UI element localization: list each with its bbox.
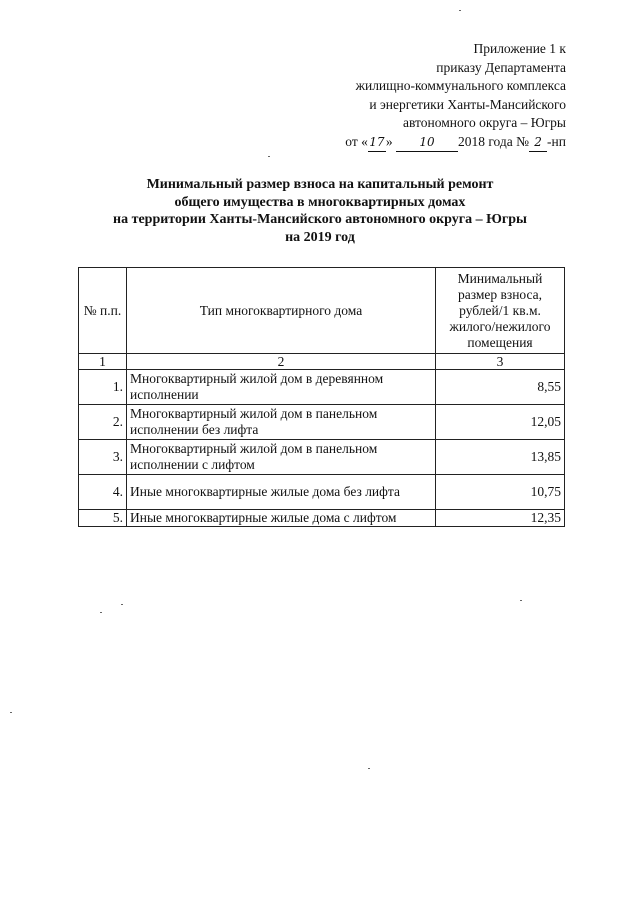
document-title [60,176,580,246]
appendix-line: и энергетики Ханты-Мансийского [369,96,566,112]
title-line: на 2019 год [285,229,355,245]
scan-speck [10,712,12,713]
scan-speck [121,604,123,605]
header-min-contribution: Минимальный размер взноса, рублей/1 кв.м. жилого/нежилого помещения [436,268,565,354]
table-row [79,370,565,405]
index-cell: 3 [436,354,565,370]
contribution-table [78,267,565,527]
row-number: 5. [79,510,127,527]
date-prefix: от « [345,133,368,149]
appendix-line: жилищно-коммунального комплекса [355,78,566,93]
index-cell: 1 [79,354,127,370]
row-house-type: Иные многоквартирные жилые дома без лифта [127,475,436,510]
scan-speck [520,600,522,601]
row-house-type: Иные многоквартирные жилые дома с лифтом [127,510,436,527]
title-line: общего имущества в многоквартирных домах [174,194,466,210]
date-mid: » [385,133,393,149]
date-year: 2018 года № [457,133,530,149]
scan-speck [100,612,102,613]
row-house-type: Многоквартирный жилой дом в панельном исполнении без лифта [127,405,436,440]
appendix-line: Приложение 1 к [473,41,566,56]
table-row [79,440,565,475]
table-row [79,405,565,440]
appendix-line: автономного округа – Югры [403,115,566,130]
table-row [79,475,565,510]
row-number: 2. [79,405,127,440]
row-number: 1. [79,370,127,405]
table-row [79,510,565,527]
row-number: 4. [79,475,127,510]
row-value: 12,35 [436,510,565,527]
row-house-type: Многоквартирный жилой дом в деревянном исполнении [127,370,436,405]
title-line: Минимальный размер взноса на капитальный ремонт [146,177,494,192]
row-number: 3. [79,440,127,475]
date-month: 10 [396,133,458,153]
date-day: 17 [368,133,386,153]
index-cell: 2 [127,354,436,370]
header-number: № п.п. [79,268,127,354]
appendix-date-line [345,133,566,153]
title-line: на территории Ханты-Мансийского автономного округа – Югры [113,212,527,227]
appendix-line: приказу Департамента [436,59,566,75]
scan-speck [268,156,270,157]
doc-number: 2 [529,133,547,153]
scan-speck [368,768,370,769]
header-house-type: Тип многоквартирного дома [127,268,436,354]
row-value: 10,75 [436,475,565,510]
row-value: 8,55 [436,370,565,405]
row-value: 12,05 [436,405,565,440]
row-value: 13,85 [436,440,565,475]
scan-speck [459,10,461,11]
row-house-type: Многоквартирный жилой дом в панельном исполнении с лифтом [127,440,436,475]
doc-suffix: -нп [547,133,566,149]
appendix-block [345,40,566,152]
table-header-row [79,268,565,354]
table-index-row [79,354,565,370]
